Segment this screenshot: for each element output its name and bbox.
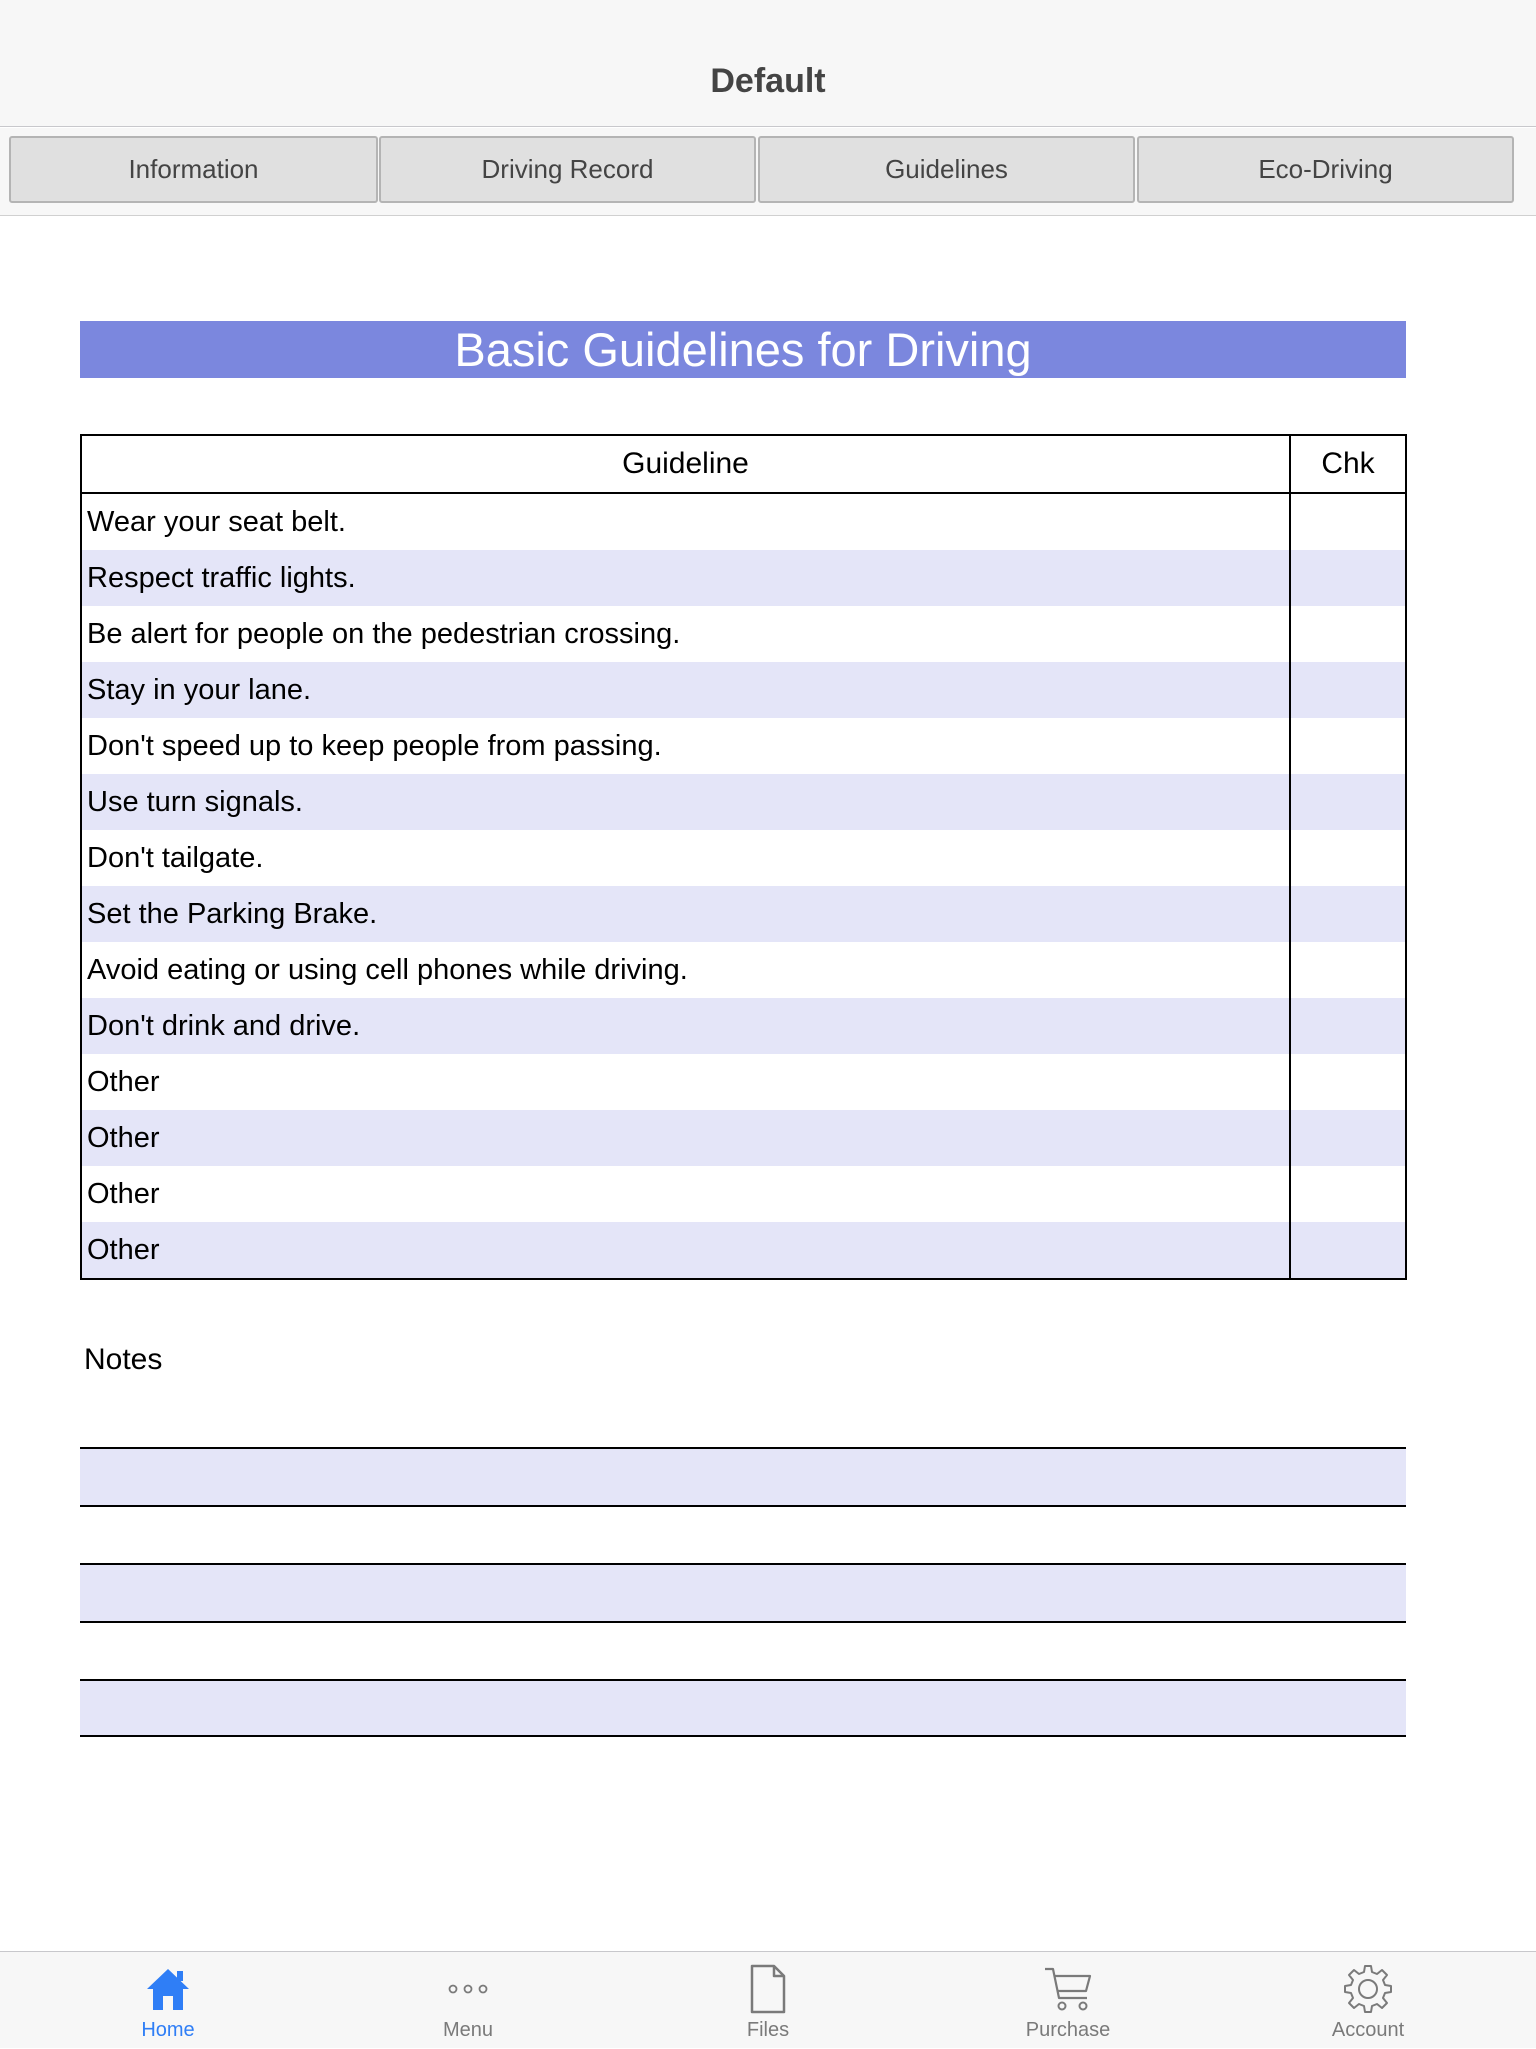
table-row bbox=[82, 718, 1405, 774]
check-cell[interactable] bbox=[1291, 606, 1405, 662]
guideline-text: Don't speed up to keep people from passing. bbox=[82, 718, 1291, 774]
table-row bbox=[82, 1222, 1405, 1278]
notes-line[interactable] bbox=[80, 1621, 1406, 1679]
guideline-text: Don't drink and drive. bbox=[82, 998, 1291, 1054]
check-cell[interactable] bbox=[1291, 1110, 1405, 1166]
check-cell[interactable] bbox=[1291, 1222, 1405, 1278]
segmented-tab-bar bbox=[0, 128, 1536, 216]
gear-icon bbox=[1218, 1962, 1518, 2016]
tab-eco-driving[interactable]: Eco-Driving bbox=[1137, 136, 1514, 203]
table-row bbox=[82, 998, 1405, 1054]
table-row bbox=[82, 886, 1405, 942]
notes-line[interactable] bbox=[80, 1679, 1406, 1737]
guideline-text: Don't tailgate. bbox=[82, 830, 1291, 886]
table-row bbox=[82, 942, 1405, 998]
table-row bbox=[82, 1054, 1405, 1110]
table-row bbox=[82, 550, 1405, 606]
notes-area bbox=[80, 1447, 1406, 1737]
tab-information[interactable]: Information bbox=[9, 136, 378, 203]
guideline-text: Be alert for people on the pedestrian crossing. bbox=[82, 606, 1291, 662]
tab-purchase-label: Purchase bbox=[1025, 2019, 1111, 2041]
more-icon bbox=[318, 1962, 618, 2016]
check-cell[interactable] bbox=[1291, 662, 1405, 718]
tab-guidelines[interactable]: Guidelines bbox=[758, 136, 1135, 203]
table-header bbox=[82, 436, 1405, 494]
guideline-text: Set the Parking Brake. bbox=[82, 886, 1291, 942]
check-cell[interactable] bbox=[1291, 830, 1405, 886]
guideline-text[interactable]: Other bbox=[82, 1166, 1291, 1222]
guidelines-table bbox=[80, 434, 1407, 1280]
navigation-bar bbox=[0, 0, 1536, 127]
table-row bbox=[82, 1110, 1405, 1166]
check-cell[interactable] bbox=[1291, 494, 1405, 550]
notes-label: Notes bbox=[84, 1343, 163, 1376]
guideline-text: Avoid eating or using cell phones while driving. bbox=[82, 942, 1291, 998]
check-cell[interactable] bbox=[1291, 550, 1405, 606]
section-banner: Basic Guidelines for Driving bbox=[80, 321, 1406, 378]
table-row bbox=[82, 1166, 1405, 1222]
table-row bbox=[82, 774, 1405, 830]
home-icon bbox=[18, 1962, 318, 2016]
guideline-text[interactable]: Other bbox=[82, 1110, 1291, 1166]
check-cell[interactable] bbox=[1291, 998, 1405, 1054]
page-title: Default bbox=[710, 62, 826, 100]
tab-home[interactable] bbox=[18, 1952, 318, 2049]
cart-icon bbox=[918, 1962, 1218, 2016]
check-cell[interactable] bbox=[1291, 942, 1405, 998]
tab-menu[interactable] bbox=[318, 1952, 618, 2049]
guideline-text[interactable]: Other bbox=[82, 1222, 1291, 1278]
table-row bbox=[82, 606, 1405, 662]
table-row bbox=[82, 830, 1405, 886]
tab-files[interactable] bbox=[618, 1952, 918, 2049]
notes-line[interactable] bbox=[80, 1447, 1406, 1505]
guideline-column-header: Guideline bbox=[82, 436, 1291, 492]
tab-account[interactable] bbox=[1218, 1952, 1518, 2049]
table-row bbox=[82, 494, 1405, 550]
check-cell[interactable] bbox=[1291, 718, 1405, 774]
tab-home-label: Home bbox=[141, 2019, 195, 2041]
check-cell[interactable] bbox=[1291, 1166, 1405, 1222]
guideline-text: Use turn signals. bbox=[82, 774, 1291, 830]
guideline-text: Wear your seat belt. bbox=[82, 494, 1291, 550]
check-cell[interactable] bbox=[1291, 886, 1405, 942]
guideline-text: Stay in your lane. bbox=[82, 662, 1291, 718]
notes-line[interactable] bbox=[80, 1563, 1406, 1621]
tab-menu-label: Menu bbox=[442, 2019, 494, 2041]
guideline-text: Respect traffic lights. bbox=[82, 550, 1291, 606]
tab-account-label: Account bbox=[1331, 2019, 1405, 2041]
tab-purchase[interactable] bbox=[918, 1952, 1218, 2049]
tab-driving-record[interactable]: Driving Record bbox=[379, 136, 756, 203]
file-icon bbox=[618, 1962, 918, 2016]
guideline-text[interactable]: Other bbox=[82, 1054, 1291, 1110]
notes-line[interactable] bbox=[80, 1505, 1406, 1563]
table-row bbox=[82, 662, 1405, 718]
check-column-header: Chk bbox=[1321, 447, 1375, 480]
check-cell[interactable] bbox=[1291, 1054, 1405, 1110]
check-cell[interactable] bbox=[1291, 774, 1405, 830]
tab-files-label: Files bbox=[746, 2019, 790, 2041]
bottom-tab-bar bbox=[0, 1951, 1536, 2048]
